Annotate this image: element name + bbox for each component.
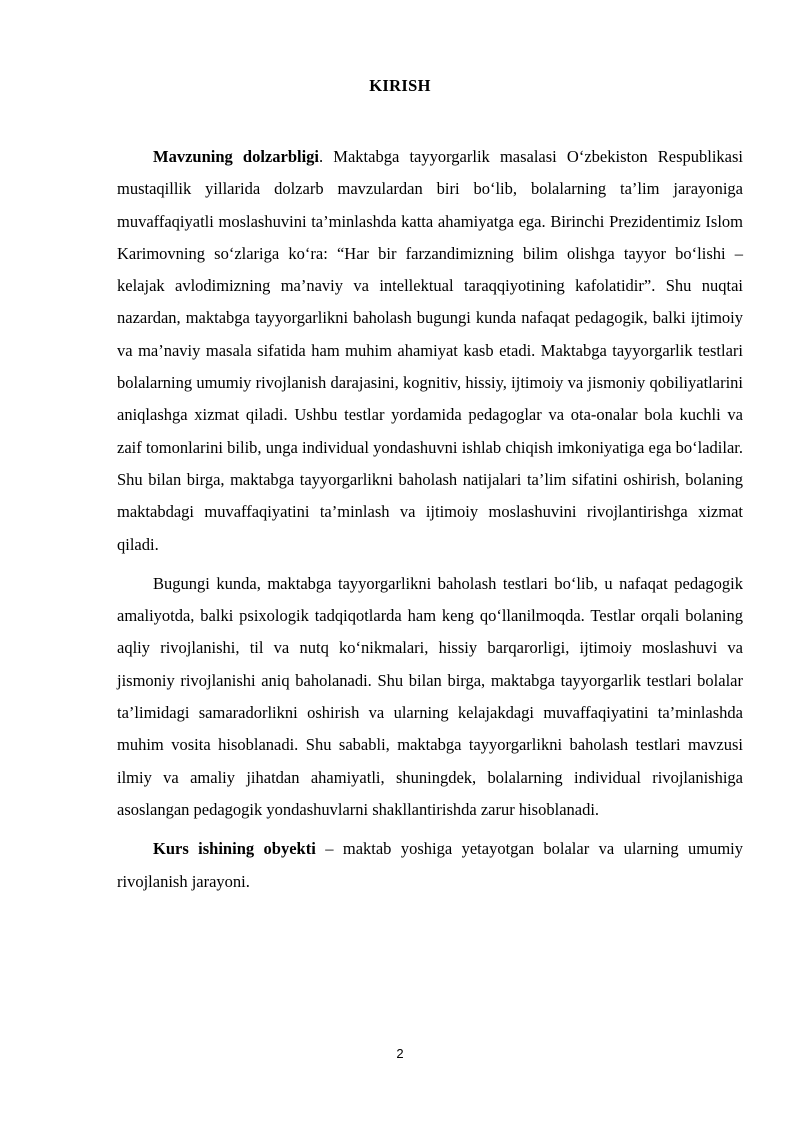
paragraph-lead: Kurs ishining obyekti [153, 839, 316, 859]
paragraph-testing [117, 568, 743, 826]
page-number: 2 [396, 1046, 404, 1061]
paragraph-text: . Maktabga tayyorgarlik masalasi O‘zbekiston Respublikasi mustaqillik yillarida dolzarb mavzulardan biri bo‘lib, bolalarning ta’lim jarayoniga muvaffaqiyatli moslashuvini ta’minlashda katta ahamiyatga ega. Birinchi Prezidentimiz Islom Karimovning so‘zlariga ko‘ra: “Har bir farzandimizning bilim olishga tayyor bo‘lishi – kelajak avlodimizning ma’naviy va intellektual taraqqiyotining kafolatidir”. Shu nuqtai nazardan, maktabga tayyorgarlikni baholash bugungi kunda nafaqat pedagogik, balki ijtimoiy va ma’naviy masala sifatida ham muhim ahamiyat kasb etadi. Maktabga tayyorgarlik testlari bolalarning umumiy rivojlanish darajasini, kognitiv, hissiy, ijtimoiy va jismoniy qobiliyatlarini aniqlashga xizmat qiladi. Ushbu testlar yordamida pedagoglar va ota-onalar bola kuchli va zaif tomonlarini bilib, unga individual yondashuvni ishlab chiqish imkoniyatiga ega bo‘ladilar. Shu bilan birga, maktabga tayyorgarlikni baholash natijalari ta’lim sifatini oshirish, bolaning maktabdagi muvaffaqiyatini ta’minlash va ijtimoiy moslashuvini rivojlantirishga xizmat qiladi. [117, 147, 743, 554]
paragraph-lead: Mavzuning dolzarbligi [153, 147, 320, 166]
paragraph-object [117, 833, 743, 898]
paragraph-relevance [117, 141, 743, 561]
paragraph-text: Bugungi kunda, maktabga tayyorgarlikni baholash testlari bo‘lib, u nafaqat pedagogik amaliyotda, balki psixologik tadqiqotlarda ham keng qo‘llanilmoqda. Testlar orqali bolaning aqliy rivojlanishi, til va nutq ko‘nikmalari, hissiy barqarorligi, ijtimoiy moslashuvi va jismoniy rivojlanishi aniq baholanadi. Shu bilan birga, maktabga tayyorgarlik testlari bolalar ta’limidagi samaradorlikni oshirish va ularning kelajakdagi muvaffaqiyatini ta’minlashda muhim vosita hisoblanadi. Shu sababli, maktabga tayyorgarlikni baholash testlari mavzusi ilmiy va amaliy jihatdan ahamiyatli, shuningdek, bolalarning individual rivojlanishiga asoslangan pedagogik yondashuvlarni shakllantirishda zarur hisoblanadi. [117, 573, 743, 819]
document-body [117, 141, 743, 905]
page-title: KIRISH [369, 76, 431, 95]
paragraph-text: – maktab yoshiga yetayotgan bolalar va ularning umumiy rivojlanish jarayoni. [117, 839, 744, 891]
